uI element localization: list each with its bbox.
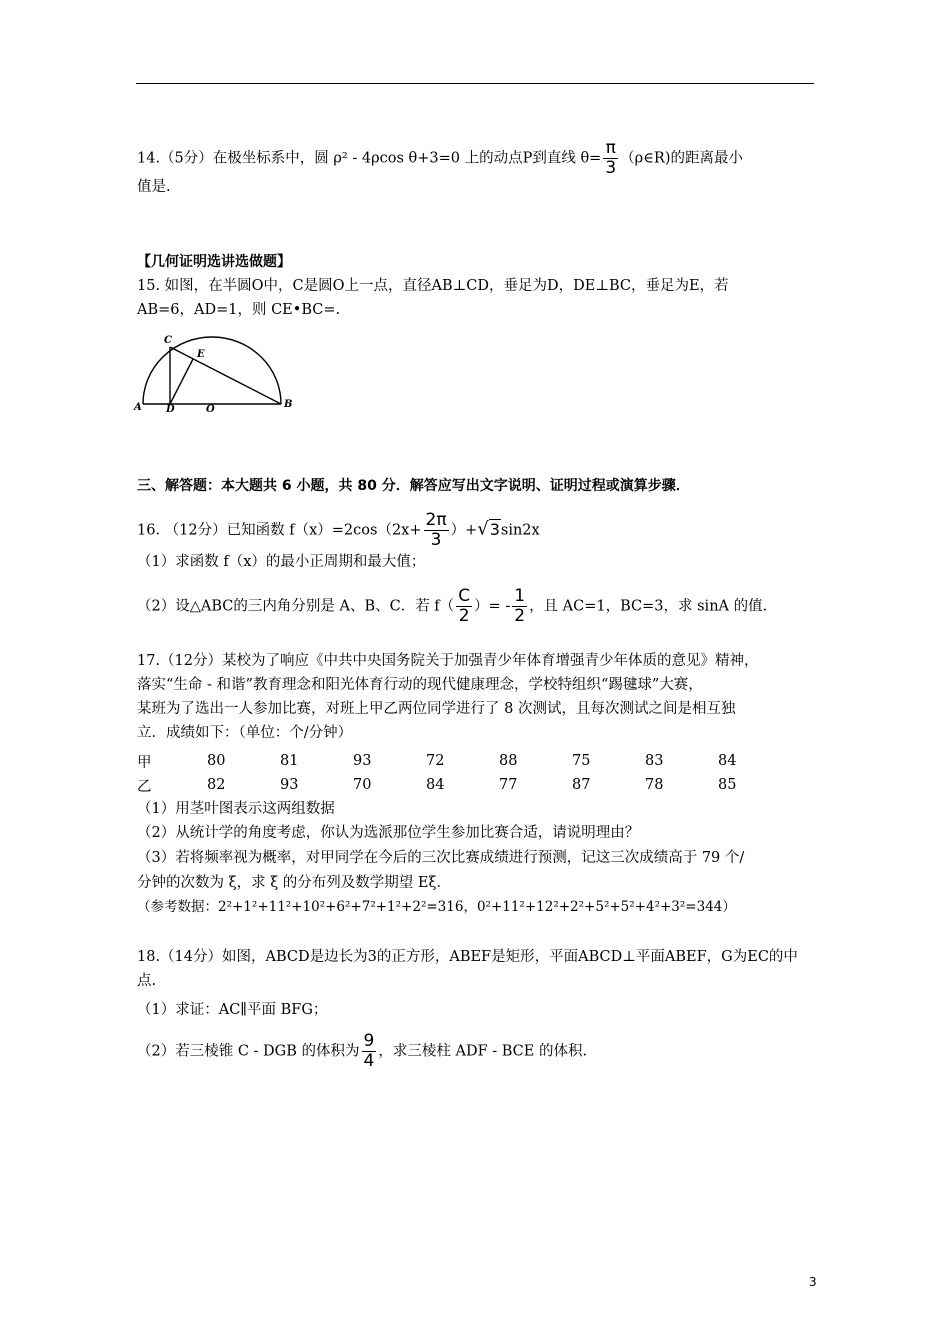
sqrt-radicand: 3: [489, 519, 500, 539]
q14-line1: [137, 139, 743, 178]
q14-line2: 值是.: [137, 179, 171, 195]
q18-part2: （2）若三棱锥 C - DGB 的体积为 $\frac{9}{4}$ ，求三棱柱 ADF - BCE 的体积.: [137, 1031, 588, 1071]
q18-fraction: $\frac{9}{4}$: [363, 1031, 375, 1071]
label-b: B: [284, 399, 293, 410]
q14-fraction: $\frac{\pi}{3}$: [605, 138, 617, 178]
q17-line1: 17.（12分）某校为了响应《中共中央国务院关于加强青少年体育增强青少年体质的意见》精神，: [137, 653, 759, 669]
label-o: O: [206, 404, 215, 414]
score-cell: 88: [499, 753, 518, 769]
score-cell: 80: [207, 753, 226, 769]
q16-part2: （2）设△ABC的三内角分别是 A、B、C．若 f（ $\frac{C}{2}$ ）= - $\frac{1}{2}$ ，且 AC=1，BC=3，求 sinA 的值.: [137, 586, 768, 626]
score-cell: 70: [353, 777, 372, 793]
score-cell: 75: [572, 753, 591, 769]
score-cell: 81: [280, 753, 299, 769]
table-row: [137, 773, 758, 797]
scores-table: [137, 749, 758, 797]
q14-text: 14.（5分）在极坐标系中，圆 ρ² - 4ρcos θ+3=0 上的动点P到直线 θ=: [137, 150, 602, 167]
semicircle-figure: [133, 332, 298, 414]
segment-de: [170, 359, 193, 404]
q17-line3: 某班为了选出一人参加比赛，对班上甲乙两位同学进行了 8 次测试，且每次测试之间是相互独: [137, 701, 736, 717]
header-rule: [136, 83, 814, 84]
q16-part1: （1）求函数 f（x）的最小正周期和最大值；: [137, 554, 426, 570]
label-a: A: [134, 402, 142, 413]
q16-part2-fraction1: $\frac{C}{2}$: [458, 586, 471, 626]
segment-cb: [170, 347, 281, 404]
row-name: 甲: [137, 754, 152, 771]
q14-text-suffix: （ρ∈R)的距离最小: [620, 150, 744, 167]
q18-part1: （1）求证：AC∥平面 BFG；: [137, 1002, 328, 1018]
score-cell: 78: [645, 777, 664, 793]
q18-line1: 18.（14分）如图，ABCD是边长为3的正方形，ABEF是矩形，平面ABCD⊥平面ABEF，G为EC的中: [137, 949, 798, 965]
score-cell: 83: [645, 753, 664, 769]
score-cell: 85: [718, 777, 737, 793]
q15-line2: AB=6，AD=1，则 CE•BC=.: [137, 302, 341, 318]
row-name: 乙: [137, 778, 152, 795]
score-cell: 82: [207, 777, 226, 793]
score-cell: 93: [280, 777, 299, 793]
label-c: C: [164, 335, 172, 346]
label-d: D: [166, 404, 175, 414]
q17-reference-data: （参考数据：2²+1²+11²+10²+6²+7²+1²+2²=316，0²+11²+12²+2²+5²+5²+4²+3²=344）: [137, 899, 736, 915]
q17-part2: （2）从统计学的角度考虑，你认为选派那位学生参加比赛合适，请说明理由？: [137, 825, 640, 841]
score-cell: 84: [426, 777, 445, 793]
q17-part3-line2: 分钟的次数为 ξ，求 ξ 的分布列及数学期望 Eξ．: [137, 875, 451, 891]
q17-part3-line1: （3）若将频率视为概率，对甲同学在今后的三次比赛成绩进行预测，记这三次成绩高于 79 个/: [137, 850, 745, 866]
score-cell: 87: [572, 777, 591, 793]
table-row: [137, 749, 758, 773]
page-number: 3: [809, 1275, 817, 1289]
q16-part2-fraction2: $\frac{1}{2}$: [514, 586, 526, 626]
score-cell: 72: [426, 753, 445, 769]
score-cell: 77: [499, 777, 518, 793]
sqrt-symbol: √: [477, 518, 489, 540]
q15-line1: 15. 如图，在半圆O中，C是圆O上一点，直径AB⊥CD，垂足为D，DE⊥BC，垂足为E，若: [137, 278, 729, 294]
score-cell: 93: [353, 753, 372, 769]
score-cell: 84: [718, 753, 737, 769]
geometry-section-title: 【几何证明选讲选做题】: [137, 254, 291, 270]
q17-line4: 立．成绩如下：（单位：个/分钟）: [137, 725, 353, 741]
q17-line2: 落实“生命 - 和谐”教育理念和阳光体育行动的现代健康理念，学校特组织“踢毽球”大赛，: [137, 677, 703, 693]
q18-line2: 点.: [137, 973, 157, 989]
q16-line1: 16. （12分）已知函数 f（x）=2cos（2x+ $\frac{2\pi}{3}$ ）+√3sin2x: [137, 510, 540, 550]
q17-part1: （1）用茎叶图表示这两组数据: [137, 801, 335, 817]
label-e: E: [197, 349, 205, 360]
q16-fraction: $\frac{2\pi}{3}$: [425, 510, 447, 550]
section3-title: 三、解答题：本大题共 6 小题，共 80 分．解答应写出文字说明、证明过程或演算步骤．: [137, 478, 690, 494]
